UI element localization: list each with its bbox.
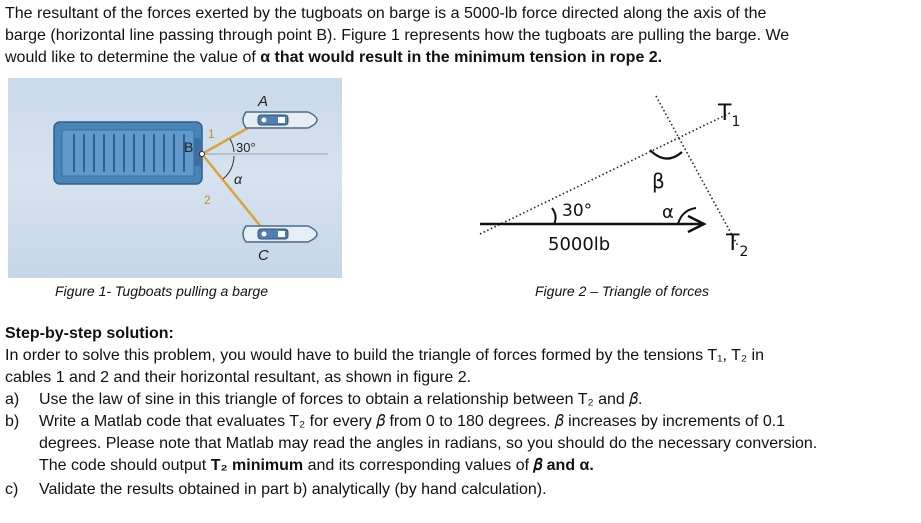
- solution-line-1: In order to solve this problem, you would have to build the triangle of forces formed by the tensions T₁, T₂ in: [5, 347, 764, 364]
- list-item-a-label: a): [5, 391, 20, 408]
- list-item-b-text-3d: 𝛽 and α.: [533, 457, 594, 474]
- list-item-b-text-3: [39, 455, 594, 477]
- list-item-b-text-3a: The code should output: [39, 457, 211, 474]
- label-b: B: [184, 139, 194, 155]
- label-a: A: [258, 93, 269, 110]
- label-rope-1: 1: [208, 127, 215, 141]
- label-angle-alpha: α: [234, 171, 242, 187]
- tugboat-a: [243, 112, 317, 128]
- list-item-b-text-3c: and its corresponding values of: [303, 457, 534, 474]
- label-t2: [725, 231, 748, 260]
- figure-2-caption: Figure 2 – Triangle of forces: [535, 283, 710, 299]
- tugboat-c: [243, 226, 317, 242]
- solution-heading: Step-by-step solution:: [5, 325, 174, 342]
- label-rope-2: 2: [204, 193, 211, 207]
- point-b: [200, 152, 205, 157]
- intro-line-3-bold: α that would result in the minimum tension in rope 2.: [260, 49, 663, 66]
- list-item-c-text: Validate the results obtained in part b) analytically (by hand calculation).: [39, 481, 547, 498]
- intro-line-1: The resultant of the forces exerted by the tugboats on barge is a 5000-lb force directed along the axis of the: [5, 5, 767, 22]
- list-item-a-text: Use the law of sine in this triangle of forces to obtain a relationship between T₂ and 𝛽.: [39, 391, 643, 408]
- list-item-b-text-3b: T₂ minimum: [210, 457, 304, 474]
- label-30-deg: 30°: [562, 201, 593, 221]
- label-t1-subscript: 1: [731, 114, 741, 130]
- label-c: C: [258, 247, 269, 264]
- figure-1-tugboats: [8, 78, 342, 278]
- intro-line-3-text: would like to determine the value of: [5, 49, 261, 66]
- intro-line-3: [5, 47, 662, 68]
- list-item-b-text-1: Write a Matlab code that evaluates T₂ for every 𝛽 from 0 to 180 degrees. 𝛽 increases by increments of 0.1: [39, 413, 786, 430]
- label-5000lb: 5000lb: [548, 234, 611, 255]
- label-angle-30: 30°: [236, 140, 256, 155]
- figure-2-force-triangle: [470, 88, 770, 278]
- list-item-c-label: c): [5, 481, 19, 498]
- angle-30-arc: [552, 208, 556, 224]
- barge: [54, 122, 202, 184]
- label-t1: [717, 101, 740, 130]
- t1-line: [480, 112, 732, 234]
- intro-line-2: barge (horizontal line passing through point B). Figure 1 represents how the tugboats are pulling the barge. We: [5, 27, 790, 44]
- figure-1-caption: Figure 1- Tugboats pulling a barge: [55, 283, 268, 299]
- label-t2-letter: T: [726, 231, 740, 256]
- list-item-b-label: b): [5, 413, 20, 430]
- angle-alpha-arc: [678, 208, 696, 224]
- solution-line-2: cables 1 and 2 and their horizontal resultant, as shown in figure 2.: [5, 369, 472, 386]
- angle-beta-arc: [650, 150, 682, 159]
- list-item-b-text-2: degrees. Please note that Matlab may read the angles in radians, so you should do the necessary conversion.: [39, 435, 818, 452]
- label-beta: β: [652, 169, 665, 193]
- label-t2-subscript: 2: [739, 244, 749, 260]
- label-t1-letter: T: [718, 101, 732, 126]
- label-alpha: α: [662, 202, 674, 223]
